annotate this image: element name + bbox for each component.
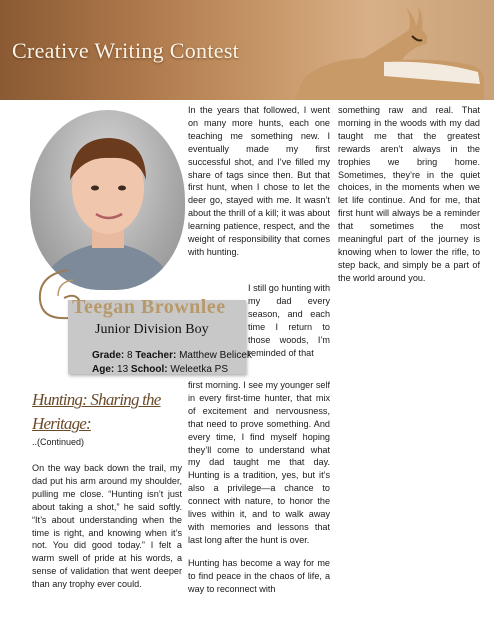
column-3 [338, 104, 480, 295]
column-2-top [188, 104, 330, 269]
paragraph: something raw and real. That morning in the woods with my dad taught me that the greatest rewards aren’t always in the trophies we bring home. Sometimes, they’re in the quiet choices, in the moments when we let life continue. And for me, that first hunt will always be a reminder that sometimes the most meaningful part of the journey is knowing when to lower the rifle, to step back, and simply be a part of the world around you. [338, 105, 480, 283]
division-label: Junior Division Boy [95, 322, 209, 337]
grade-value: 8 [127, 350, 133, 361]
column-2-wrap [248, 282, 330, 369]
school-label: School: [130, 364, 168, 375]
paragraph: first morning. I see my younger self in every first-time hunter, that mix of excitement and nervousness, that need to prove something. And every time, I find myself hoping they’ll come to understand what my dad taught me that day. Hunting is a tradition, yes, but it’s also a privilege—a chance to connect with nature, to honor the lives within it, and to walk away with memories and lessons that last long after the hunt is over. [188, 380, 330, 545]
age-value: 13 [117, 364, 129, 375]
grade-label: Grade: [92, 350, 125, 361]
contest-title: Creative Writing Contest [12, 38, 240, 63]
age-label: Age: [92, 364, 115, 375]
school-value: Weleetka PS [170, 364, 228, 375]
age-school-line [92, 364, 228, 375]
student-name: Teegan Brownlee [72, 296, 226, 318]
column-1 [32, 462, 182, 601]
column-2-bottom [188, 379, 330, 606]
paragraph: In the years that followed, I went on many more hunts, each one teaching me something new. I eventually made my first successful shot, and I’ve filled my share of tags since then. But that first hunt, when I chose to let the deer go, stayed with me. It wasn’t about the thrill of a kill; it was about learning patience, respect, and the weight of responsibility that comes with hunting. [188, 105, 330, 257]
paragraph: I still go hunting with my dad every season, and each time I return to those woods, I’m reminded of that [248, 283, 330, 358]
teacher-label: Teacher: [135, 350, 177, 361]
grade-teacher-line [92, 350, 252, 361]
paragraph: Hunting has become a way for me to find peace in the chaos of life, a way to reconnect with [188, 557, 330, 594]
antelope-illustration [234, 0, 494, 100]
paragraph: On the way back down the trail, my dad put his arm around my shoulder, pulling me close. “Hunting isn’t just about taking a shot,” he said softly. “It’s about understanding when the time is right, and knowing when it’s not. You did good today.” I felt a warm swell of pride at his words, a sense of validation that went deeper than any trophy ever could. [32, 463, 182, 590]
article-headline: Hunting: Sharing the Heritage: [32, 390, 161, 433]
teacher-value: Matthew Belicek [179, 350, 252, 361]
continued-note: ..(Continued) [32, 437, 85, 447]
header-banner [0, 0, 494, 100]
